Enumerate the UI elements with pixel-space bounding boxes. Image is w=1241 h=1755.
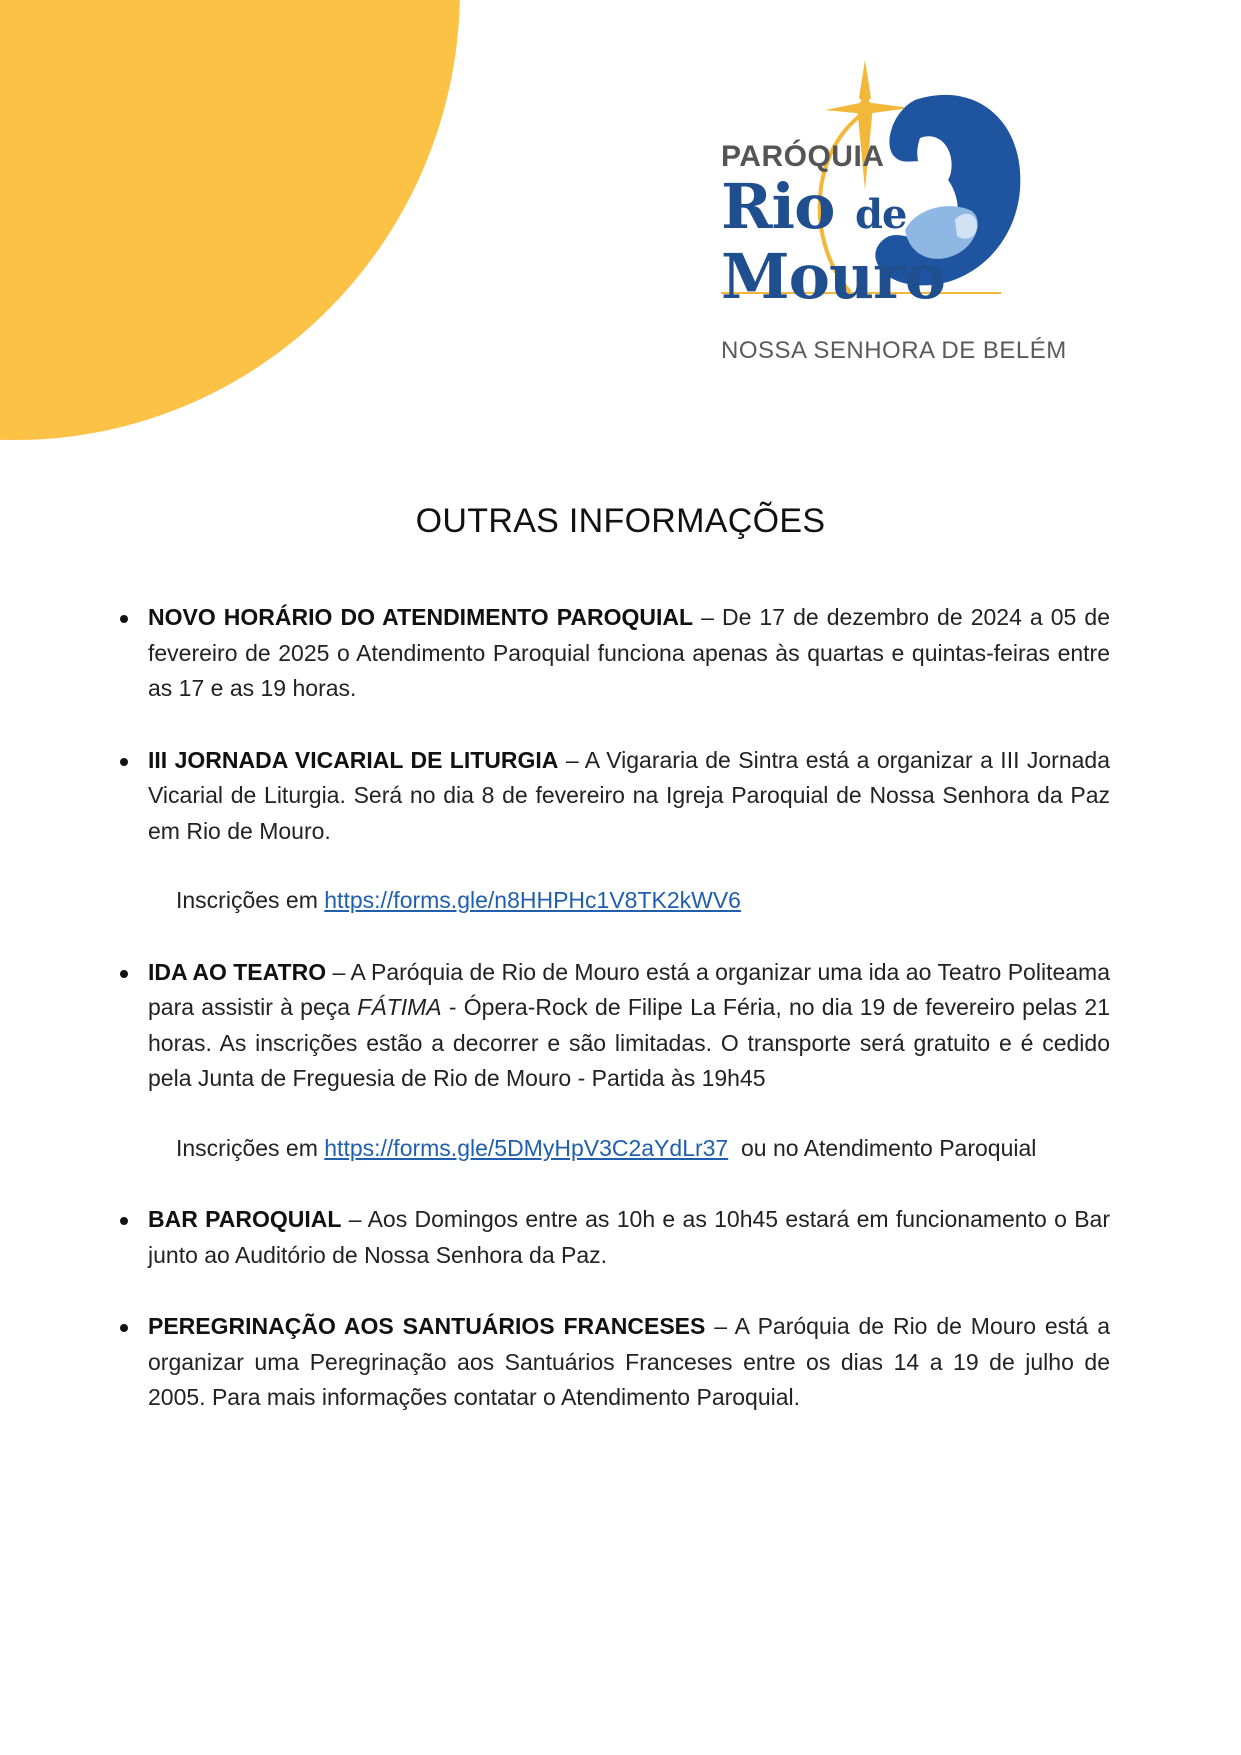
list-item [110,1202,1110,1273]
bullet-icon [120,970,128,978]
logo-rio-de-text [721,170,906,243]
list-item [110,743,1110,850]
parish-logo [715,60,1155,380]
registration-line [110,1131,1110,1167]
item-text: – A Paróquia de Rio de Mouro está a organizar uma Peregrinação aos Santuários Franceses entre os dias 14 a 19 de julho de 2005. Para mais informações contatar o Atendimento Paroquial. [148,1313,1110,1410]
item-text: – A Paróquia de Rio de Mouro está a organizar uma ida ao Teatro Politeama para assistir à peça [148,958,1110,1020]
item-text: – De 17 de dezembro de 2024 a 05 de fevereiro de 2025 o Atendimento Paroquial funciona apenas às quartas e quintas-feiras entre as 17 e as 19 horas. [148,604,1110,701]
item-text: – A Vigararia de Sintra está a organizar a III Jornada Vicarial de Liturgia. Será no dia 8 de fevereiro na Igreja Paroquial de Nossa Senhora da Paz em Rio de Mouro. [148,746,1110,844]
item-title: NOVO HORÁRIO DO ATENDIMENTO PAROQUIAL [148,604,694,630]
logo-mouro-text: Mouro [721,240,946,313]
play-title: FÁTIMA [357,994,442,1020]
bullet-icon [120,1217,128,1225]
list-item [110,955,1110,1097]
registration-prefix: Inscrições em [176,887,325,913]
page-title: OUTRAS INFORMAÇÕES [415,502,826,540]
bullet-icon [120,615,128,623]
bullet-icon [120,1324,128,1332]
info-list [110,600,1110,1452]
list-item [110,600,1110,707]
logo-subtitle-text: NOSSA SENHORA DE BELÉM [721,337,1067,364]
decorative-sun-shape [0,0,460,440]
logo-de-text: de [855,191,907,238]
logo-paroquia-text: PARÓQUIA [721,140,885,173]
item-title: PEREGRINAÇÃO AOS SANTUÁRIOS FRANCESES [148,1313,706,1339]
bullet-icon [120,758,128,766]
registration-prefix: Inscrições em [176,1134,325,1161]
registration-link[interactable]: https://forms.gle/5DMyHpV3C2aYdLr37 [324,1134,729,1161]
item-title: IDA AO TEATRO [148,958,327,985]
item-title: BAR PAROQUIAL [148,1206,342,1232]
logo-rio-text: Rio [721,170,835,243]
list-item [110,1309,1110,1416]
registration-line [110,883,1110,919]
registration-link[interactable]: https://forms.gle/n8HHPHc1V8TK2kWV6 [324,887,741,913]
registration-suffix: ou no Atendimento Paroquial [728,1134,1037,1161]
item-text: – Aos Domingos entre as 10h e as 10h45 estará em funcionamento o Bar junto ao Auditório de Nossa Senhora da Paz. [148,1206,1110,1268]
item-title: III JORNADA VICARIAL DE LITURGIA [148,746,559,773]
item-text: - Ópera-Rock de Filipe La Féria, no dia 19 de fevereiro pelas 21 horas. As inscrições estão a decorrer e são limitadas. O transporte será gratuito e é cedido pela Junta de Freguesia de Rio de Mouro - Partida às 19h45 [148,994,1110,1091]
